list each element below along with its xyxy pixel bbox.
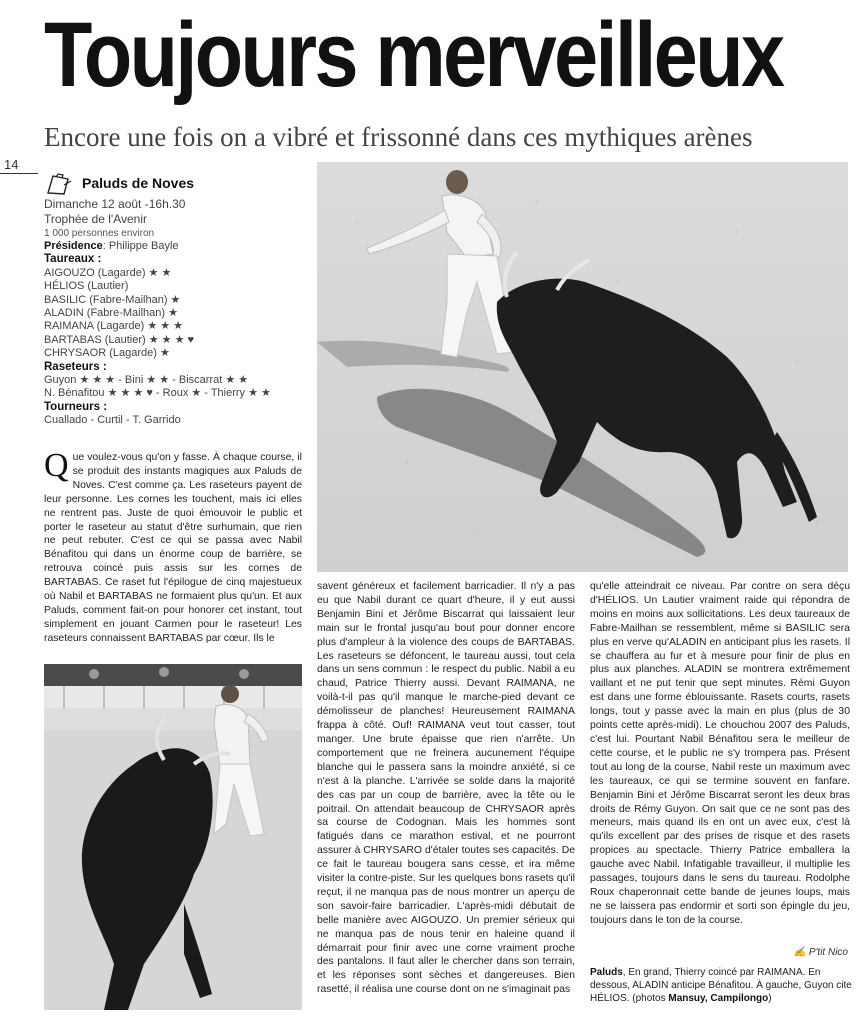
- venue-row: [44, 172, 304, 196]
- raseteur-entry: Guyon ★ ★ ★ - Bini ★ ★ - Biscarrat ★ ★: [44, 374, 249, 387]
- event-trophy: Trophée de l'Avenir: [44, 212, 148, 226]
- article-column-2: savent généreux et facilement barricadier. Il n'y a pas eu que Nabil durant ce quart d'heure, il y eut aussi Benjamin Bini et Jérôme Biscarrat qui laissaient leur main sur le frontal jusqu'au bout pour donner encore plus d'ampleur à la violence des coups de BARTABAS. Les raseteurs se défoncent, le taureau aussi, tout cela dans un sens commun : le respect du public. Nabil a eu chaud, Patrice Thierry aussi. Devant RAIMANA, ne voilà-t-il pas qu'il manque le marche-pied devant ce démolisseur de planches! Heureusement RAIMANA frappa à côté. Ouf! RAIMANA veut tout casser, tout manger. Une brute épaisse que rien n'arrête. Un comportement que ne freinera aucunement l'équipe blanche qui le passera sans la moindre anxiété, si ce n'est à la planche. L'arrivée se solde dans la majorité des cas par un coup de barrière, avec la tête ou le poitrail. On attendait beaucoup de CHRYSAOR après sa course de Codognan. Mais les hommes sont fatigués dans ce marathon estival, et ne pourront assurer à CHRYSARO d'étaler toutes ses capacités. De ce fait le taureau bougera sans cesse, et ira même visiter la contre-piste. Sur les quelques bons rasets qu'il reçut, il ne manqua pas de nous montrer un aperçu de son savoir-faire barricadier. L'après-midi débutait de belle manière avec AIGOUZO. Un premier sérieux qui ne manqua pas de nous tenir en haleine quand il démarrait pour finir avec une corne vraiment proche des pantalons. Il faut aller le chercher dans son terrain, et les réponses sont sèches et dangereuses. Bien rasetté, il réalisa une course dont on ne s'imaginait pas: [317, 581, 575, 996]
- caption-text: , En grand, Thierry coincé par RAIMANA. En dessous, ALADIN anticipe Bénafitou. À gauche, Guyon cite HÉLIOS. (photos: [590, 967, 852, 1004]
- drop-cap: Q: [44, 447, 69, 484]
- raseteur-entry: N. Bénafitou ★ ★ ★ ♥ - Roux ★ - Thierry ★ ★: [44, 387, 271, 400]
- bull-entry: ALADIN (Fabre-Mailhan) ★: [44, 307, 178, 320]
- bull-entry: BARTABAS (Lautier) ★ ★ ★ ♥: [44, 333, 195, 346]
- secondary-photo: [44, 664, 302, 1010]
- presidence-row: [44, 240, 304, 253]
- photo-caption: [590, 966, 852, 1005]
- event-date: Dimanche 12 août -16h.30: [44, 197, 186, 211]
- author-signature: ✍ P'tit Nico: [793, 947, 848, 958]
- bull-entry: HÉLIOS (Lautier): [44, 280, 129, 293]
- tourneurs-list: Cuallado - Curtil - T. Garrido: [44, 414, 181, 427]
- intro-text: ue voulez-vous qu'on y fasse. À chaque course, il se produit des instants magiques aux Paluds de Noves. C'est comme ça. Les raseteurs payent de leur personne. Les cornes les touchent, mais ici elles ne rentrent pas. Juste de quoi émouvoir le public et porter le raseteur au statut d'être surhumain, que rien ne peut rebuter. C'est ce qui se passa avec Nabil Bénafitou qui dans un énorme coup de barrière, se retrouva coincé puis assis sur les cornes de BARTABAS. Ce raset fut l'épilogue de cinq majestueux où Nabil et BARTABAS ne formaient plus qu'un. Et aux Paluds, comment fait-on pour honorer cet instant, tout simplement en jouant Carmen pour le raseteur! Les raseteurs connaissent BARTABAS par cœur. Ils le: [44, 452, 302, 644]
- headline: Toujours merveilleux: [44, 4, 783, 106]
- article-column-3: qu'elle atteindrait ce niveau. Par contre on sera déçu d'HÉLIOS. Un Lautier vraiment raide qui répondra de moins en moins aux sollicitations. Les deux taureaux de Fabre-Mailhan se ressemblent, même si BASILIC sera plus en verve qu'ALADIN en anticipant plus les rasets. Il se chauffera au fur et à mesure pour finir de plus en plus aux planches. ALADIN se montrera extrêmement vaillant et ne put tenir que sept minutes. Rémi Guyon est dans une forme éblouissante. Rasets courts, rasets longs, tout y passe avec la main en plus (plus de 30 points cette après-midi). Le chouchou 2007 des Paluds, c'est lui. Pourtant Nabil Bénafitou sera le meilleur de cette course, et le public ne s'y trompera pas. Présent tout au long de la course, Nabil reste un maximum avec les taureaux, ce qui se termine souvent en fanfare. Benjamin Bini et Jérôme Biscarrat seront les deux bras droits de Rémy Guyon. On sait que ce ne sont pas des meneurs, mais quand ils en ont un avec eux, c'est là qu'ils excellent par des prises de risque et des rasets propices au spectacle. Thierry Patrice emballera la gauche avec Nabil. Infatigable travailleur, il multiplie les passages, toujours dans le sens du taureau. Rodolphe Roux chaperonnait cette bande de jeunes loups, mais ne se laissera pas endormir et sorti son épingle du jeu, toujours dans le ton de la course.: [590, 581, 850, 926]
- caption-lead: Paluds: [590, 967, 623, 978]
- intro-paragraph: [44, 447, 302, 646]
- bull-charging-image: [44, 664, 302, 1010]
- venue-name: Paluds de Noves: [82, 175, 195, 192]
- page-number: 14: [4, 157, 19, 172]
- bull-entry: CHRYSAOR (Lagarde) ★: [44, 347, 170, 360]
- bull-entry: RAIMANA (Lagarde) ★ ★ ★: [44, 320, 184, 333]
- bull-entry: AIGOUZO (Lagarde) ★ ★: [44, 266, 172, 279]
- event-attendance: 1 000 personnes environ: [44, 228, 155, 239]
- caption-credits: Mansuy, Campilongo: [668, 993, 769, 1004]
- taureaux-heading: Taureaux :: [44, 253, 102, 266]
- subhead: Encore une fois on a vibré et frissonné dans ces mythiques arènes: [44, 122, 753, 152]
- page-number-rule: [0, 173, 38, 174]
- presidence-label: Présidence: [44, 240, 103, 252]
- bull-and-raseteur-image: [317, 162, 848, 572]
- tourneurs-heading: Tourneurs :: [44, 400, 108, 413]
- caption-close: ): [768, 993, 772, 1004]
- main-photo: [317, 162, 848, 572]
- clipboard-icon: [44, 173, 74, 195]
- presidence-value: : Philippe Bayle: [102, 240, 179, 252]
- raseteurs-heading: Raseteurs :: [44, 360, 107, 373]
- bull-entry: BASILIC (Fabre-Mailhan) ★: [44, 293, 181, 306]
- event-info-box: [44, 172, 304, 428]
